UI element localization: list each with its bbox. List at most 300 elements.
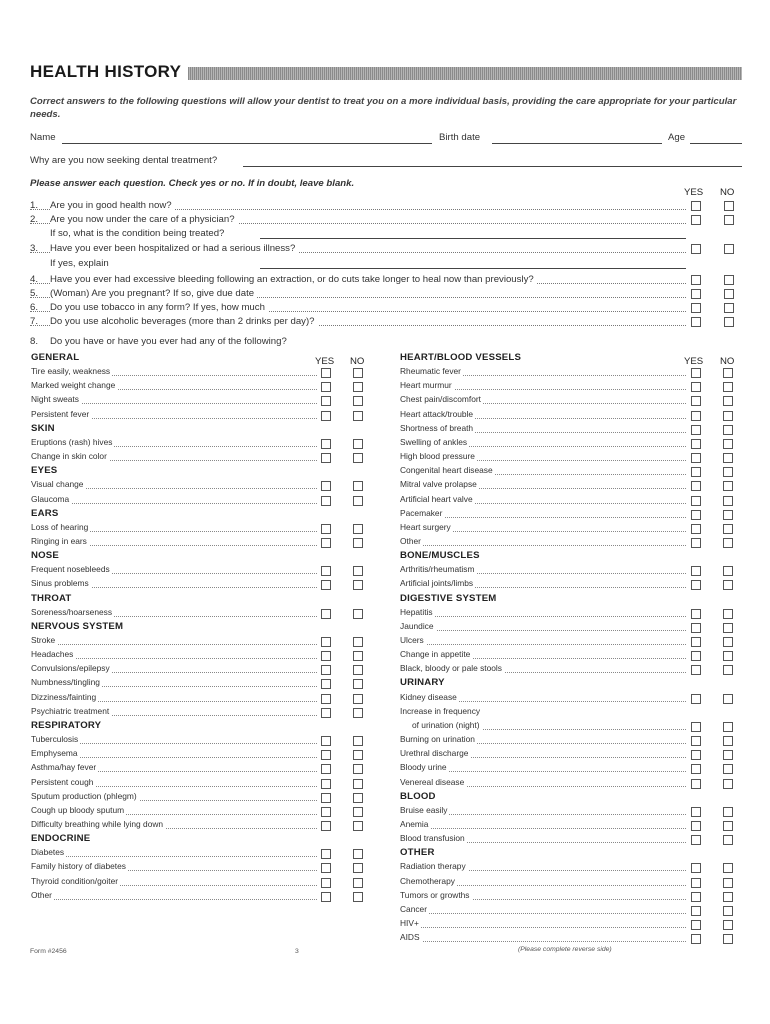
condition-row (31, 437, 317, 449)
no-checkbox[interactable] (723, 524, 733, 534)
dot-leader (31, 856, 317, 857)
no-checkbox[interactable] (353, 637, 363, 647)
condition-text: Heart attack/trouble (400, 408, 474, 419)
condition-row (31, 649, 317, 661)
yes-checkbox[interactable] (321, 863, 331, 873)
condition-text: Sinus problems (31, 578, 89, 589)
yes-checkbox[interactable] (321, 878, 331, 888)
section-heading: EARS (31, 507, 59, 519)
condition-row (31, 564, 317, 576)
condition-text: Ringing in ears (31, 535, 87, 546)
question-row (30, 336, 742, 349)
reason-field[interactable] (243, 166, 742, 167)
condition-text: Marked weight change (31, 380, 116, 391)
yes-checkbox[interactable] (691, 665, 701, 675)
yes-checkbox[interactable] (691, 496, 701, 506)
condition-text: Other (400, 535, 421, 546)
condition-row (400, 522, 686, 534)
condition-row (31, 692, 317, 704)
condition-row (31, 890, 317, 902)
condition-text: Ulcers (400, 635, 424, 645)
no-header: NO (720, 187, 735, 198)
yes-checkbox[interactable] (321, 411, 331, 421)
yes-checkbox[interactable] (691, 275, 701, 285)
no-checkbox[interactable] (723, 821, 733, 831)
condition-text: Persistent cough (31, 776, 94, 787)
no-checkbox[interactable] (723, 425, 733, 435)
yes-checkbox[interactable] (691, 750, 701, 760)
condition-text: Glaucoma (31, 493, 70, 504)
condition-text: Chest pain/discomfort (400, 394, 481, 405)
condition-text: Dizziness/fainting (31, 691, 97, 702)
yes-checkbox[interactable] (691, 821, 701, 831)
condition-text: Arthritis/rheumatism (400, 564, 475, 575)
yes-checkbox[interactable] (321, 892, 331, 902)
section-heading: HEART/BLOOD VESSELS (400, 352, 522, 363)
condition-row (31, 819, 317, 831)
condition-text: Cough up bloody sputum (31, 804, 125, 815)
no-checkbox[interactable] (353, 566, 363, 576)
yes-checkbox[interactable] (691, 201, 701, 211)
condition-text: Shortness of breath (400, 422, 474, 433)
condition-row (400, 890, 686, 902)
condition-text: Eruptions (rash) hives (31, 436, 113, 447)
section-heading: GENERAL (31, 352, 80, 363)
condition-row (400, 833, 686, 845)
section-heading: DIGESTIVE SYSTEM (400, 592, 497, 604)
yes-checkbox[interactable] (691, 382, 701, 392)
yes-checkbox[interactable] (691, 303, 701, 313)
condition-row (31, 734, 317, 746)
no-checkbox[interactable] (723, 750, 733, 760)
no-checkbox[interactable] (723, 920, 733, 930)
no-checkbox[interactable] (353, 396, 363, 406)
yes-checkbox[interactable] (691, 694, 701, 704)
section-heading: URINARY (400, 677, 445, 689)
no-checkbox[interactable] (353, 694, 363, 704)
yes-checkbox[interactable] (321, 807, 331, 817)
yes-checkbox[interactable] (321, 481, 331, 491)
condition-row (31, 409, 317, 421)
yes-checkbox[interactable] (321, 453, 331, 463)
no-checkbox[interactable] (723, 651, 733, 661)
yes-checkbox[interactable] (691, 736, 701, 746)
condition-row (400, 536, 686, 548)
question-row (30, 302, 742, 315)
no-checkbox[interactable] (723, 665, 733, 675)
condition-row (400, 409, 686, 421)
condition-text: High blood pressure (400, 451, 475, 462)
yes-checkbox[interactable] (691, 289, 701, 299)
yes-checkbox[interactable] (691, 863, 701, 873)
no-checkbox[interactable] (723, 906, 733, 916)
condition-row (400, 394, 686, 406)
condition-row (412, 720, 686, 732)
question-text: If so, what is the condition being treated? (50, 228, 225, 239)
form-code: Form #2456 (30, 948, 67, 955)
yes-checkbox[interactable] (321, 496, 331, 506)
no-checkbox[interactable] (723, 453, 733, 463)
condition-text: Emphysema (31, 748, 78, 759)
no-checkbox[interactable] (723, 835, 733, 845)
no-checkbox[interactable] (353, 849, 363, 859)
no-checkbox[interactable] (353, 793, 363, 803)
name-field[interactable] (62, 143, 432, 144)
yes-header: YES (684, 187, 704, 198)
condition-text: Headaches (31, 649, 74, 660)
condition-text: Visual change (31, 479, 84, 490)
condition-text: Mitral valve prolapse (400, 479, 477, 490)
yes-checkbox[interactable] (691, 244, 701, 254)
question-number: 8. (30, 336, 39, 347)
condition-row (31, 366, 317, 378)
condition-row (31, 536, 317, 548)
section-heading: EYES (31, 465, 58, 477)
title-bar (188, 67, 742, 80)
condition-row (400, 451, 686, 463)
no-checkbox[interactable] (353, 892, 363, 902)
question-text: Do you use tobacco in any form? If yes, how much (50, 302, 268, 313)
no-checkbox[interactable] (723, 934, 733, 944)
yes-checkbox[interactable] (321, 580, 331, 590)
no-checkbox[interactable] (353, 863, 363, 873)
yes-checkbox[interactable] (691, 453, 701, 463)
condition-text: Increase in frequency (400, 705, 481, 716)
condition-text: Tuberculosis (31, 734, 79, 745)
yes-checkbox[interactable] (691, 215, 701, 225)
no-checkbox[interactable] (723, 439, 733, 449)
yes-checkbox[interactable] (691, 439, 701, 449)
condition-row (31, 394, 317, 406)
yes-checkbox[interactable] (321, 382, 331, 392)
no-checkbox[interactable] (353, 609, 363, 619)
yes-checkbox[interactable] (321, 750, 331, 760)
no-checkbox[interactable] (723, 694, 733, 704)
yes-checkbox[interactable] (691, 934, 701, 944)
yes-checkbox[interactable] (691, 425, 701, 435)
no-checkbox[interactable] (723, 878, 733, 888)
no-checkbox[interactable] (724, 215, 734, 225)
no-checkbox[interactable] (723, 496, 733, 506)
condition-text: Change in skin color (31, 451, 107, 462)
dot-leader (31, 899, 317, 900)
name-label: Name (30, 132, 56, 143)
no-checkbox[interactable] (723, 609, 733, 619)
age-field[interactable] (690, 143, 742, 144)
condition-text: Venereal disease (400, 776, 465, 787)
dot-leader (31, 503, 317, 504)
dot-leader (400, 927, 686, 928)
no-checkbox[interactable] (724, 317, 734, 327)
dot-leader (400, 913, 686, 914)
yes-checkbox[interactable] (691, 651, 701, 661)
question-text: Do you have or have you ever had any of the following? (50, 336, 287, 347)
condition-text: Artificial joints/limbs (400, 578, 474, 589)
yes-checkbox[interactable] (321, 538, 331, 548)
condition-row (31, 578, 317, 590)
question-number: 6. (30, 302, 39, 313)
yes-checkbox[interactable] (321, 764, 331, 774)
condition-text: Change in appetite (400, 649, 471, 660)
no-checkbox[interactable] (723, 566, 733, 576)
yes-checkbox[interactable] (691, 807, 701, 817)
left-no-header: NO (350, 356, 365, 367)
yes-checkbox[interactable] (321, 736, 331, 746)
no-checkbox[interactable] (353, 878, 363, 888)
condition-text: Swelling of ankles (400, 436, 468, 447)
no-checkbox[interactable] (723, 538, 733, 548)
yes-checkbox[interactable] (321, 609, 331, 619)
no-checkbox[interactable] (723, 467, 733, 477)
condition-text: Convulsions/epilepsy (31, 663, 110, 674)
yes-checkbox[interactable] (691, 779, 701, 789)
no-checkbox[interactable] (723, 892, 733, 902)
no-checkbox[interactable] (353, 665, 363, 675)
condition-row (31, 805, 317, 817)
condition-text: Blood transfusion (400, 833, 465, 844)
yes-checkbox[interactable] (691, 892, 701, 902)
no-checkbox[interactable] (723, 779, 733, 789)
yes-checkbox[interactable] (321, 368, 331, 378)
section-heading: BLOOD (400, 790, 436, 802)
yes-checkbox[interactable] (321, 708, 331, 718)
condition-row (400, 692, 686, 704)
condition-row (31, 791, 317, 803)
yes-checkbox[interactable] (691, 467, 701, 477)
yes-checkbox[interactable] (321, 566, 331, 576)
condition-text: Cancer (400, 903, 427, 914)
section-heading: ENDOCRINE (31, 833, 91, 845)
no-checkbox[interactable] (723, 368, 733, 378)
no-checkbox[interactable] (353, 382, 363, 392)
condition-text: Stroke (31, 635, 56, 645)
no-checkbox[interactable] (723, 382, 733, 392)
condition-text: Difficulty breathing while lying down (31, 818, 164, 829)
condition-row (400, 805, 686, 817)
right-yes-header: YES (684, 356, 704, 367)
no-checkbox[interactable] (353, 538, 363, 548)
condition-row (400, 607, 686, 619)
condition-row (31, 876, 317, 888)
no-checkbox[interactable] (723, 736, 733, 746)
condition-row (400, 437, 686, 449)
condition-row (400, 649, 686, 661)
no-checkbox[interactable] (353, 764, 363, 774)
birth-date-field[interactable] (492, 143, 662, 144)
condition-text: Other (31, 889, 52, 900)
question-number: 4. (30, 274, 39, 285)
no-checkbox[interactable] (723, 863, 733, 873)
yes-checkbox[interactable] (321, 524, 331, 534)
no-checkbox[interactable] (353, 807, 363, 817)
no-checkbox[interactable] (353, 736, 363, 746)
yes-checkbox[interactable] (321, 849, 331, 859)
yes-checkbox[interactable] (321, 651, 331, 661)
no-checkbox[interactable] (353, 708, 363, 718)
question-text: Are you now under the care of a physician? (50, 214, 238, 225)
no-checkbox[interactable] (353, 779, 363, 789)
yes-checkbox[interactable] (691, 609, 701, 619)
instructions: Please answer each question. Check yes or no. If in doubt, leave blank. (30, 178, 355, 189)
question-text: Have you ever been hospitalized or had a serious illness? (50, 243, 298, 254)
condition-row (400, 904, 686, 916)
yes-checkbox[interactable] (691, 317, 701, 327)
question-row (30, 214, 742, 227)
section-heading: RESPIRATORY (31, 719, 102, 731)
section-heading: OTHER (400, 847, 435, 859)
no-checkbox[interactable] (723, 411, 733, 421)
question-text: (Woman) Are you pregnant? If so, give due date (50, 288, 257, 299)
no-checkbox[interactable] (353, 481, 363, 491)
yes-checkbox[interactable] (691, 524, 701, 534)
yes-checkbox[interactable] (691, 510, 701, 520)
condition-row (31, 706, 317, 718)
reason-label: Why are you now seeking dental treatment? (30, 155, 218, 166)
yes-checkbox[interactable] (691, 481, 701, 491)
no-checkbox[interactable] (723, 396, 733, 406)
no-checkbox[interactable] (353, 821, 363, 831)
no-checkbox[interactable] (353, 453, 363, 463)
condition-row (400, 762, 686, 774)
condition-text: Artificial heart valve (400, 493, 473, 504)
question-text: If yes, explain (50, 258, 109, 269)
condition-row (400, 918, 686, 930)
question-number: 7. (30, 316, 39, 327)
yes-checkbox[interactable] (321, 679, 331, 689)
no-checkbox[interactable] (353, 496, 363, 506)
yes-checkbox[interactable] (321, 396, 331, 406)
condition-row (400, 748, 686, 760)
condition-text: Family history of diabetes (31, 861, 126, 872)
condition-row (31, 451, 317, 463)
condition-text: Rheumatic fever (400, 366, 461, 377)
no-checkbox[interactable] (724, 303, 734, 313)
condition-row (31, 607, 317, 619)
condition-row (400, 494, 686, 506)
no-checkbox[interactable] (353, 411, 363, 421)
no-checkbox[interactable] (723, 807, 733, 817)
no-checkbox[interactable] (724, 275, 734, 285)
condition-row (400, 465, 686, 477)
question-text: Do you use alcoholic beverages (more than 2 drinks per day)? (50, 316, 318, 327)
yes-checkbox[interactable] (691, 722, 701, 732)
section-heading: THROAT (31, 592, 72, 604)
answer-line[interactable] (260, 268, 686, 269)
condition-text: Congenital heart disease (400, 465, 493, 476)
yes-checkbox[interactable] (691, 368, 701, 378)
no-checkbox[interactable] (353, 368, 363, 378)
no-checkbox[interactable] (724, 201, 734, 211)
no-checkbox[interactable] (723, 637, 733, 647)
page-number: 3 (295, 948, 299, 955)
yes-checkbox[interactable] (691, 411, 701, 421)
answer-line[interactable] (260, 238, 686, 239)
condition-text: Persistent fever (31, 408, 90, 419)
right-no-header: NO (720, 356, 735, 367)
condition-text: Thyroid condition/goiter (31, 875, 119, 886)
no-checkbox[interactable] (724, 289, 734, 299)
condition-text: Night sweats (31, 394, 79, 405)
question-text: Have you ever had excessive bleeding following an extraction, or do cuts take longer to heal now than previously? (50, 274, 537, 285)
condition-text: HIV+ (400, 918, 419, 928)
yes-checkbox[interactable] (691, 920, 701, 930)
yes-checkbox[interactable] (321, 821, 331, 831)
yes-checkbox[interactable] (691, 637, 701, 647)
no-checkbox[interactable] (723, 623, 733, 633)
condition-text: Bruise easily (400, 804, 448, 815)
question-row (30, 200, 742, 213)
yes-checkbox[interactable] (691, 878, 701, 888)
yes-checkbox[interactable] (321, 793, 331, 803)
condition-row (31, 663, 317, 675)
no-checkbox[interactable] (723, 722, 733, 732)
condition-label (400, 706, 686, 718)
yes-checkbox[interactable] (691, 906, 701, 916)
condition-row (400, 635, 686, 647)
no-checkbox[interactable] (723, 764, 733, 774)
yes-checkbox[interactable] (691, 538, 701, 548)
yes-checkbox[interactable] (691, 764, 701, 774)
yes-checkbox[interactable] (321, 665, 331, 675)
yes-checkbox[interactable] (321, 439, 331, 449)
yes-checkbox[interactable] (691, 623, 701, 633)
no-checkbox[interactable] (353, 580, 363, 590)
yes-checkbox[interactable] (691, 835, 701, 845)
no-checkbox[interactable] (723, 510, 733, 520)
dot-leader (31, 644, 317, 645)
condition-text: Psychiatric treatment (31, 705, 110, 716)
dot-leader (400, 644, 686, 645)
no-checkbox[interactable] (353, 750, 363, 760)
no-checkbox[interactable] (353, 524, 363, 534)
condition-row (31, 677, 317, 689)
no-checkbox[interactable] (724, 244, 734, 254)
yes-checkbox[interactable] (691, 580, 701, 590)
condition-text: Burning on urination (400, 734, 475, 745)
no-checkbox[interactable] (353, 679, 363, 689)
condition-text: Heart murmur (400, 380, 452, 391)
yes-checkbox[interactable] (321, 694, 331, 704)
no-checkbox[interactable] (723, 481, 733, 491)
no-checkbox[interactable] (353, 651, 363, 661)
yes-checkbox[interactable] (321, 779, 331, 789)
yes-checkbox[interactable] (691, 396, 701, 406)
left-yes-header: YES (315, 356, 335, 367)
question-number: 2. (30, 214, 39, 225)
condition-text: Soreness/hoarseness (31, 606, 113, 617)
question-row (30, 316, 742, 329)
condition-text: Pacemaker (400, 507, 443, 518)
yes-checkbox[interactable] (691, 566, 701, 576)
question-row (30, 288, 742, 301)
condition-row (31, 494, 317, 506)
yes-checkbox[interactable] (321, 637, 331, 647)
condition-text: Anemia (400, 818, 429, 829)
dot-leader (400, 941, 686, 942)
question-row (30, 228, 742, 241)
condition-row (31, 861, 317, 873)
reverse-side-note: (Please complete reverse side) (518, 946, 612, 953)
condition-text: Diabetes (31, 847, 65, 858)
section-heading: NERVOUS SYSTEM (31, 620, 124, 632)
condition-row (400, 819, 686, 831)
condition-row (31, 635, 317, 647)
no-checkbox[interactable] (353, 439, 363, 449)
condition-text: Tumors or growths (400, 889, 470, 900)
condition-row (400, 508, 686, 520)
condition-row (400, 861, 686, 873)
no-checkbox[interactable] (723, 580, 733, 590)
